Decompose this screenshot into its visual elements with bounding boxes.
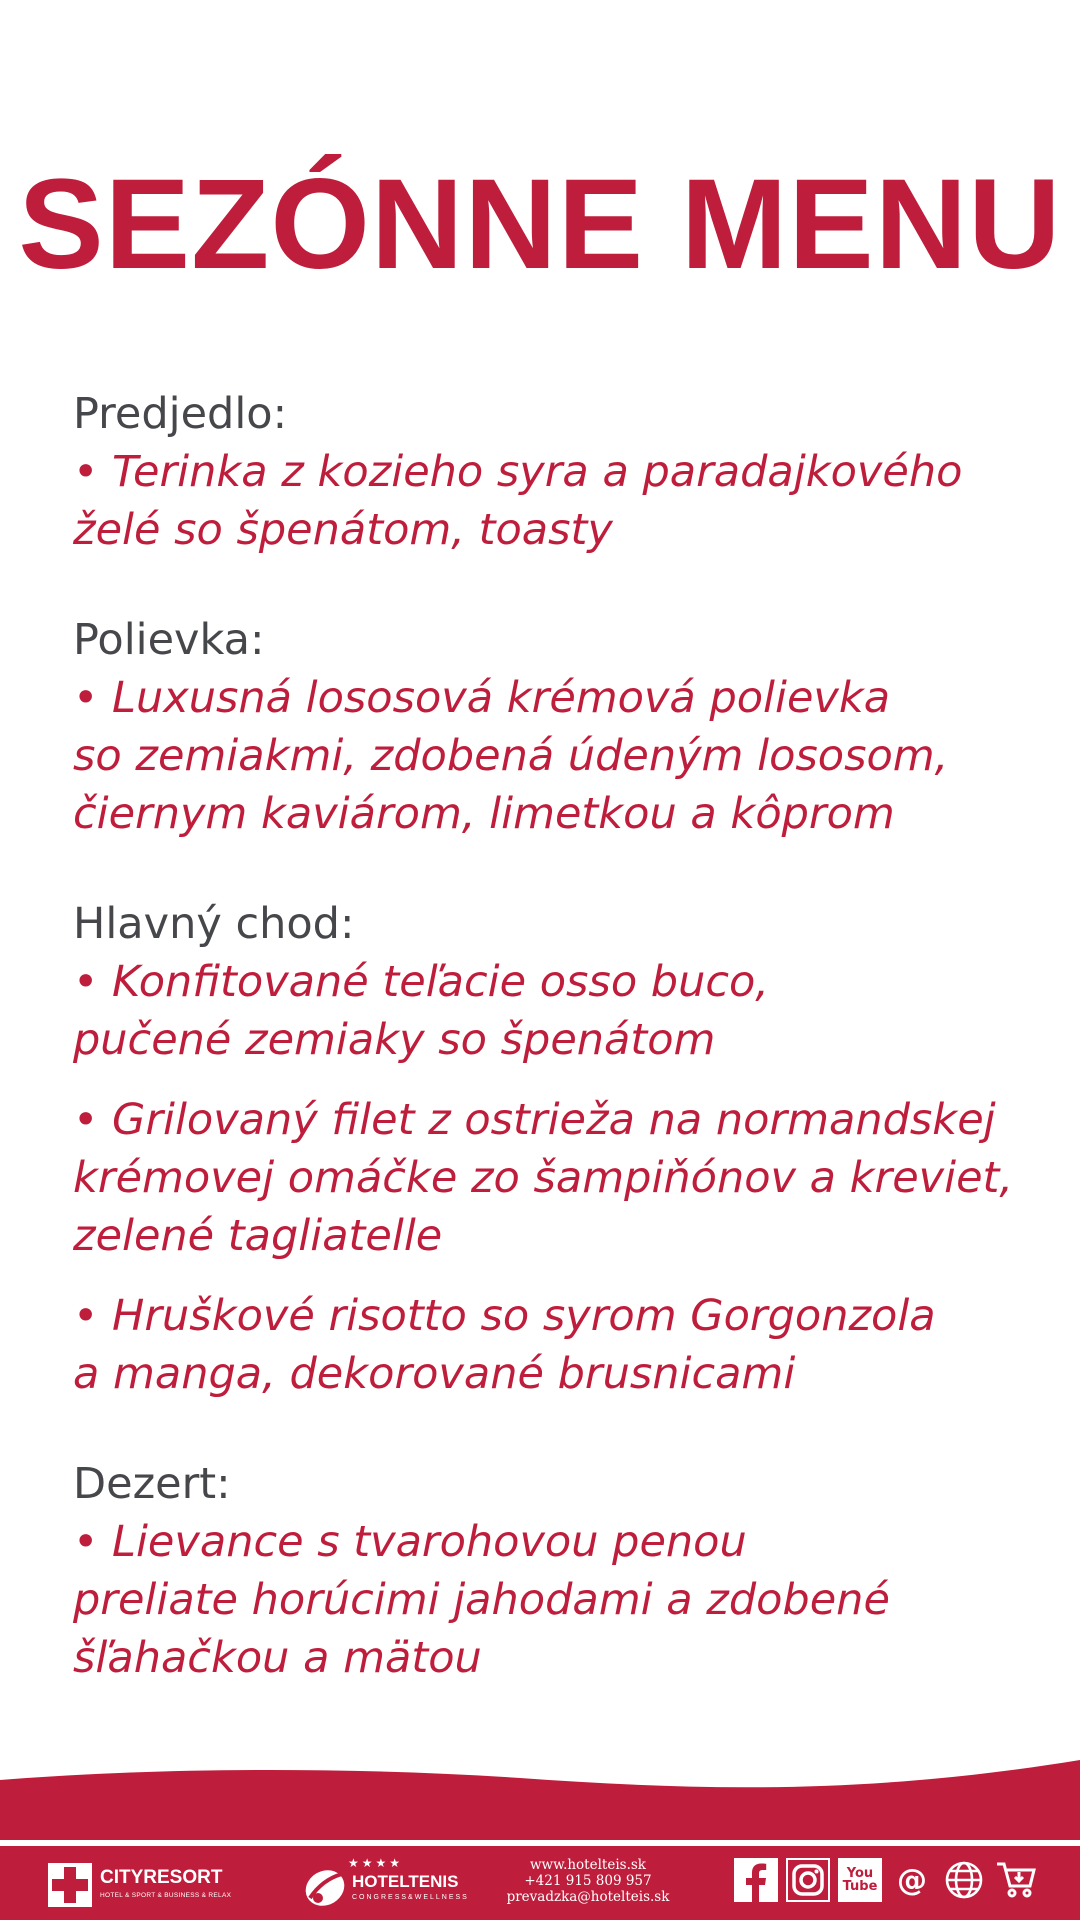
contact-info [490, 1857, 686, 1905]
hoteltenis-logo[interactable] [302, 1856, 472, 1914]
globe-icon[interactable] [942, 1858, 986, 1902]
facebook-icon[interactable] [734, 1858, 778, 1902]
menu-section-dezert [73, 1455, 1033, 1687]
hotel-stars: ★★★★ [348, 1856, 404, 1870]
cityresort-cross-icon [48, 1863, 92, 1907]
hoteltenis-name: HOTELTENIS [352, 1872, 459, 1891]
email-icon[interactable]: @ [897, 1862, 927, 1898]
section-label: Predjedlo: [73, 389, 288, 439]
dish-item: • Luxusná lososová krémová polievka so zemiakmi, zdobená údeným lososom, čiernym kaviárom, limetkou a kôprom [73, 673, 949, 839]
email-link[interactable]: prevadzka@hotelteis.sk [506, 1889, 670, 1905]
cityresort-logo[interactable] [48, 1861, 238, 1909]
website-link[interactable]: www.hotelteis.sk [530, 1857, 646, 1873]
footer-bar [0, 1840, 1080, 1920]
dish-item: • Lievance s tvarohovou penou preliate horúcimi jahodami a zdobené šľahačkou a mätou [73, 1517, 890, 1683]
instagram-icon[interactable] [786, 1858, 830, 1902]
cityresort-tagline: HOTEL & SPORT & BUSINESS & RELAX [100, 1892, 232, 1899]
dish-item: • Terinka z kozieho syra a paradajkového želé so špenátom, toasty [73, 447, 963, 555]
cityresort-name: CITYRESORT [100, 1867, 223, 1888]
menu-list [73, 385, 1033, 1739]
cart-icon[interactable] [994, 1858, 1038, 1902]
menu-section-predjedlo [73, 385, 1033, 559]
hoteltenis-tagline: CONGRESS&WELLNESS [352, 1894, 469, 1901]
phone-number[interactable]: +421 915 809 957 [524, 1873, 652, 1889]
section-label: Polievka: [73, 615, 265, 665]
page-title: SEZÓNNE MENU [18, 153, 1062, 296]
dish-item: • Konfitované teľacie osso buco, pučené zemiaky so špenátom [73, 957, 769, 1065]
section-label: Dezert: [73, 1459, 231, 1509]
menu-section-hlavny-chod [73, 895, 1033, 1403]
dish-item: • Grilovaný filet z ostrieža na normandskej krémovej omáčke zo šampiňónov a kreviet, zelené tagliatelle [73, 1095, 1014, 1261]
tennis-ball-icon [302, 1864, 348, 1910]
section-label: Hlavný chod: [73, 899, 355, 949]
dish-item: • Hruškové risotto so syrom Gorgonzola a manga, dekorované brusnicami [73, 1291, 936, 1399]
footer-wave [0, 1760, 1080, 1840]
menu-section-polievka [73, 611, 1033, 843]
youtube-icon[interactable]: You Tube [838, 1858, 882, 1902]
